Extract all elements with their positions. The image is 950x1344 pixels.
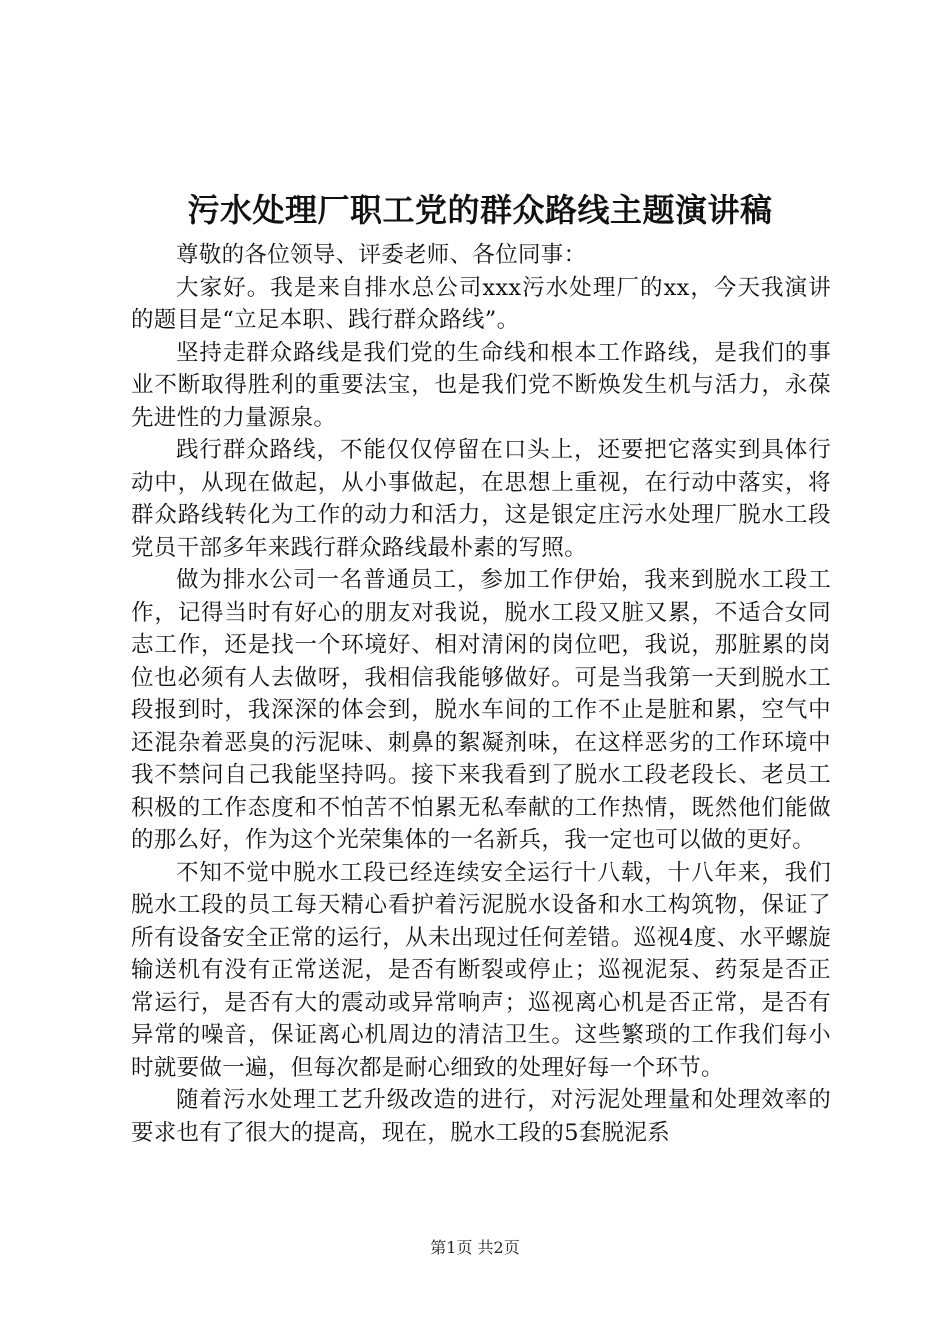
body-paragraph: 随着污水处理工艺升级改造的进行，对污泥处理量和处理效率的要求也有了很大的提高，现在，脱水工段的5套脱泥系 <box>131 1087 831 1146</box>
page-number-footer: 第1页 共2页 <box>430 1238 520 1257</box>
body-paragraph: 大家好。我是来自排水总公司xxx污水处理厂的xx，今天我演讲的题目是“立足本职、践行群众路线”。 <box>131 274 831 333</box>
body-paragraph: 不知不觉中脱水工段已经连续安全运行十八载，十八年来，我们脱水工段的员工每天精心看护着污泥脱水设备和水工构筑物，保证了所有设备安全正常的运行，从未出现过任何差错。巡视4度、水平螺旋输送机有没有正常送泥，是否有断裂或停止；巡视泥泵、药泵是否正常运行，是否有大的震动或异常响声；巡视离心机是否正常，是否有异常的噪音，保证离心机周边的清洁卫生。这些繁琐的工作我们每小时就要做一遍，但每次都是耐心细致的处理好每一个环节。 <box>131 859 831 1081</box>
salutation-paragraph: 尊敬的各位领导、评委老师、各位同事： <box>176 242 587 268</box>
document-body <box>131 239 831 1149</box>
document-title: 污水处理厂职工党的群众路线主题演讲稿 <box>187 191 773 229</box>
body-paragraph: 践行群众路线，不能仅仅停留在口头上，还要把它落实到具体行动中，从现在做起，从小事做起，在思想上重视，在行动中落实，将群众路线转化为工作的动力和活力，这是银定庄污水处理厂脱水工段党员干部多年来践行群众路线最朴素的写照。 <box>131 437 831 561</box>
body-paragraph: 做为排水公司一名普通员工，参加工作伊始，我来到脱水工段工作，记得当时有好心的朋友对我说，脱水工段又脏又累，不适合女同志工作，还是找一个环境好、相对清闲的岗位吧，我说，那脏累的岗位也必须有人去做呀，我相信我能够做好。可是当我第一天到脱水工段报到时，我深深的体会到，脱水车间的工作不止是脏和累，空气中还混杂着恶臭的污泥味、刺鼻的絮凝剂味，在这样恶劣的工作环境中我不禁问自己我能坚持吗。接下来我看到了脱水工段老段长、老员工积极的工作态度和不怕苦不怕累无私奉献的工作热情，既然他们能做的那么好，作为这个光荣集体的一名新兵，我一定也可以做的更好。 <box>131 567 831 853</box>
body-paragraph: 坚持走群众路线是我们党的生命线和根本工作路线，是我们的事业不断取得胜利的重要法宝，也是我们党不断焕发生机与活力，永葆先进性的力量源泉。 <box>131 339 831 431</box>
